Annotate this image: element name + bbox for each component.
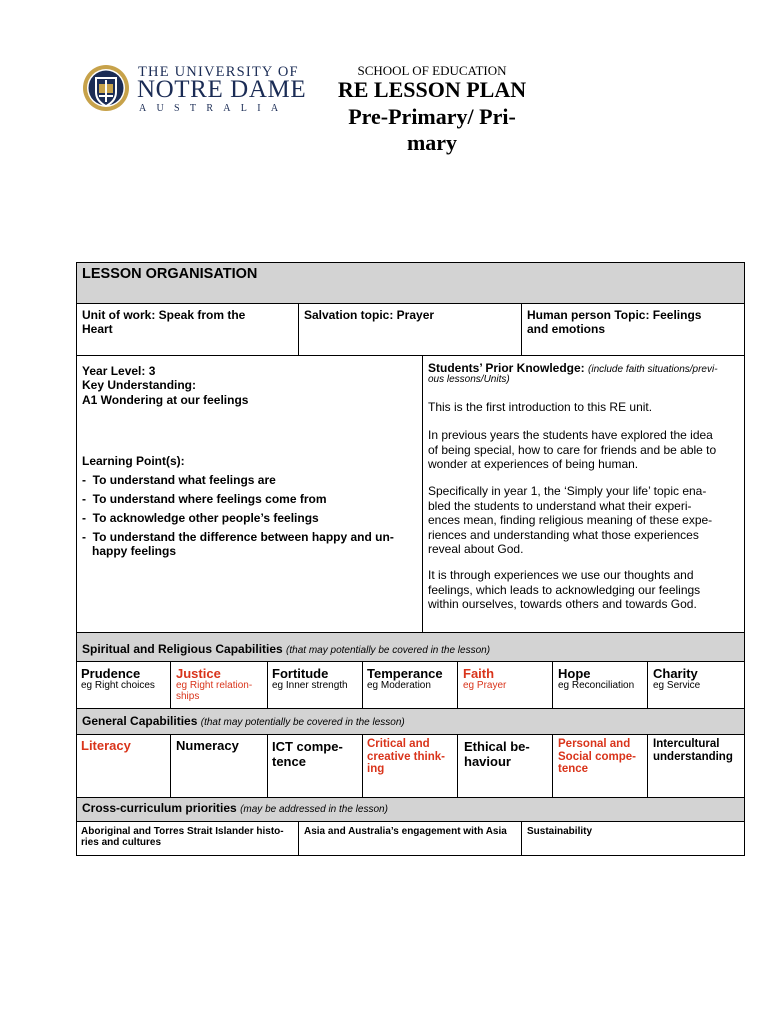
para-line: of being special, how to care for friends and be able to (428, 442, 717, 457)
learning-point: - To understand where feelings come from (82, 492, 327, 506)
capability-name: Prudence (81, 666, 141, 681)
prior-knowledge-para2 (428, 428, 716, 472)
para-line: feelings, which leads to acknowledging our feelings (428, 582, 701, 597)
learning-point-text: To understand what feelings are (92, 473, 276, 487)
general-item-line: Personal and (558, 738, 631, 750)
general-item (272, 739, 343, 769)
para-line: reveal about God. (428, 542, 524, 556)
learning-point-text: To understand where feelings come from (92, 492, 327, 506)
year-level: Year Level: 3 (82, 364, 156, 378)
capability-eg: eg Service (653, 680, 701, 691)
capability-eg: eg Reconciliation (558, 680, 635, 691)
general-heading: General Capabilities (82, 714, 198, 728)
para-line: ences mean, finding religious meaning of these expe- (428, 513, 713, 527)
general-item (653, 738, 733, 763)
para-line: wonder at experiences of being human. (428, 457, 639, 471)
spiritual-heading-wrap (82, 642, 490, 657)
general-item: Literacy (81, 738, 131, 753)
cross-item: Asia and Australia’s engagement with Asia (304, 826, 507, 837)
general-heading-wrap (82, 714, 405, 729)
capability-eg: eg Right relation- (176, 680, 253, 691)
general-item (464, 739, 530, 769)
capability-name: Justice (176, 666, 221, 681)
salvation-topic: Salvation topic: Prayer (304, 308, 435, 322)
university-name-line1: THE UNIVERSITY OF (138, 64, 299, 80)
para-line: Specifically in year 1, the ‘Simply your life’ topic ena- (428, 484, 707, 498)
general-item-line: ICT compe- (272, 739, 343, 754)
capability-eg: eg Right choices (81, 680, 155, 691)
capability-eg: eg Prayer (463, 680, 507, 691)
general-item-line: Intercultural (653, 738, 720, 750)
general-item-line: tence (558, 763, 589, 775)
learning-point: - To understand the difference between happy and un- (82, 530, 394, 544)
cross-heading: Cross-curriculum priorities (82, 801, 237, 815)
learning-point-text: To understand the difference between happy and un- (92, 530, 394, 544)
prior-knowledge-note1: (include faith situations/previ- (588, 364, 718, 375)
spiritual-heading: Spiritual and Religious Capabilities (82, 642, 283, 656)
key-understanding-label: Key Understanding: (82, 378, 197, 392)
capability-eg-cont: ships (176, 691, 200, 702)
lesson-organisation-heading: LESSON ORGANISATION (82, 266, 258, 282)
unit-of-work-line2: Heart (82, 322, 113, 336)
subtitle-line2: mary (406, 130, 458, 155)
capability-eg: eg Moderation (367, 680, 431, 691)
learning-point: - To acknowledge other people’s feelings (82, 511, 319, 525)
page-subtitle (300, 104, 564, 156)
cross-note: (may be addressed in the lesson) (240, 804, 388, 815)
cross-heading-wrap (82, 801, 388, 816)
prior-knowledge-para3 (428, 484, 712, 557)
general-item (367, 738, 445, 776)
learning-point-text: To acknowledge other people’s feelings (92, 511, 319, 525)
para-line: within ourselves, towards others and towards God. (428, 597, 697, 611)
university-crest-icon (82, 62, 130, 114)
para-line: bled the students to understand what their experi- (428, 498, 692, 513)
para-line: In previous years the students have explored the idea (428, 428, 713, 442)
general-item-line: haviour (464, 754, 511, 769)
prior-knowledge-para4 (428, 568, 700, 612)
capability-eg: eg Inner strength (272, 680, 348, 691)
key-understanding: A1 Wondering at our feelings (82, 393, 249, 407)
subtitle-line1: Pre-Primary/ Pri- (348, 104, 516, 129)
university-name-line3: AUSTRALIA (139, 103, 289, 114)
human-person-topic-line2: and emotions (527, 322, 606, 336)
page-title: RE LESSON PLAN (337, 77, 527, 102)
spiritual-note: (that may potentially be covered in the lesson) (286, 645, 491, 656)
prior-knowledge-para1: This is the first introduction to this RE unit. (428, 400, 653, 414)
general-item-line: Social compe- (558, 750, 636, 763)
general-note: (that may potentially be covered in the lesson) (200, 717, 405, 728)
para-line: It is through experiences we use our thoughts and (428, 568, 694, 582)
cross-item: Sustainability (527, 826, 593, 837)
learning-points-label: Learning Point(s): (82, 454, 185, 468)
prior-knowledge-note2: ous lessons/Units) (428, 374, 510, 385)
school-name: SCHOOL OF EDUCATION (357, 63, 507, 78)
learning-point: - To understand what feelings are (82, 473, 276, 487)
capability-name: Temperance (367, 666, 443, 681)
para-line: riences and understanding what those experiences (428, 527, 699, 542)
unit-of-work-line1: Unit of work: Speak from the (82, 308, 246, 322)
general-item (558, 738, 636, 776)
prior-knowledge-label: Students’ Prior Knowledge: (428, 361, 585, 375)
general-item-line: tence (272, 754, 306, 769)
general-item-line: ing (367, 763, 385, 775)
learning-point-continued: happy feelings (92, 544, 177, 558)
cross-item-line: Aboriginal and Torres Strait Islander histo- (81, 826, 284, 837)
general-item-line: Critical and (367, 738, 430, 750)
university-name-line2: NOTRE DAME (137, 76, 307, 103)
capability-name: Faith (463, 666, 495, 681)
general-item-line: Ethical be- (464, 739, 530, 754)
general-item-line: understanding (653, 750, 733, 763)
general-item: Numeracy (176, 738, 239, 753)
capability-name: Fortitude (272, 666, 329, 681)
cross-item-line: ries and cultures (81, 837, 162, 848)
human-person-topic-line1: Human person Topic: Feelings (527, 308, 702, 322)
capability-name: Charity (653, 666, 698, 681)
general-item-line: creative think- (367, 750, 445, 763)
capability-name: Hope (558, 666, 591, 681)
